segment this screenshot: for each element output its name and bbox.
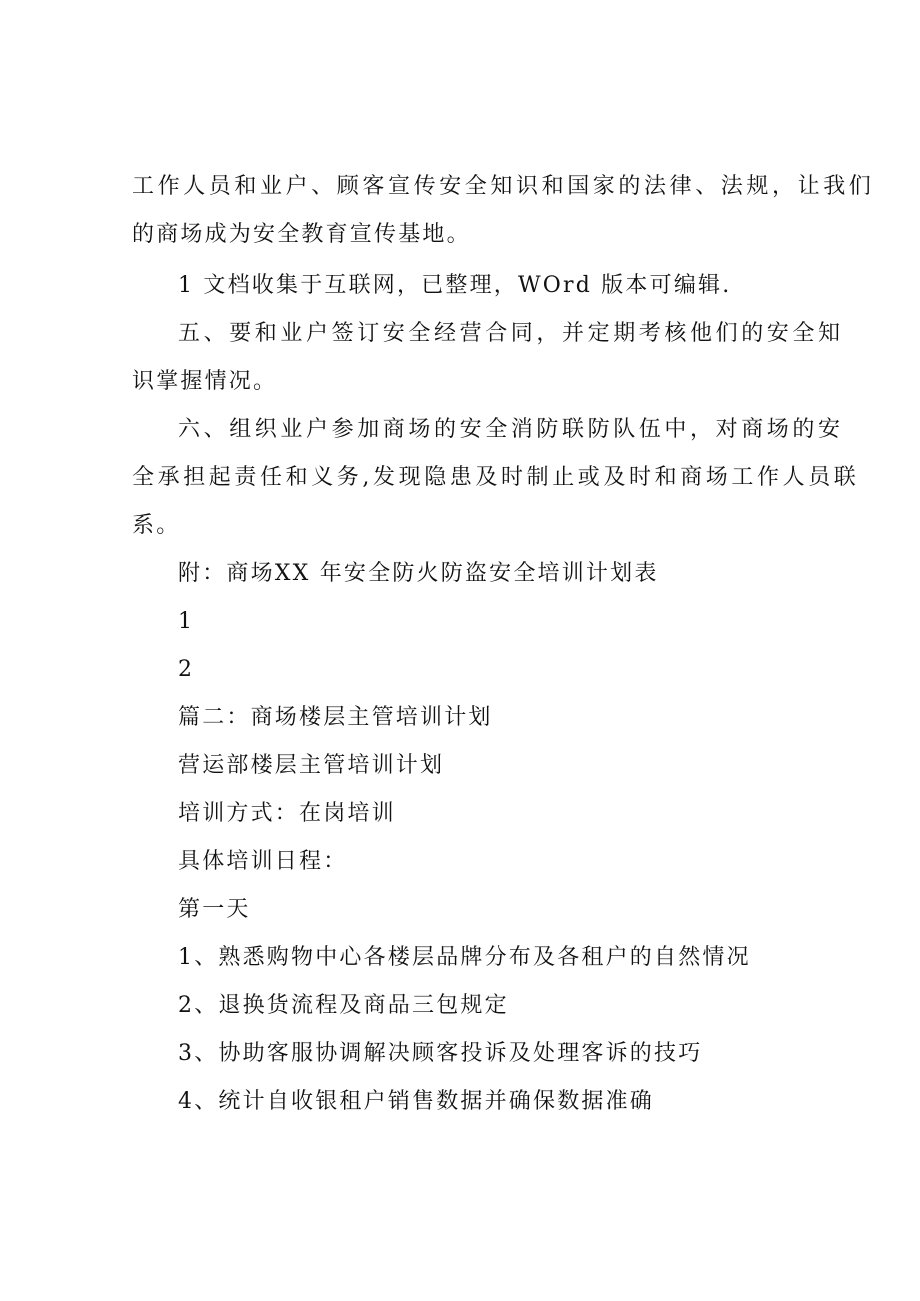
paragraph-6-line-3: 系。: [132, 513, 181, 538]
paragraph-5-line-2: 识掌握情况。: [132, 369, 278, 394]
training-method: 培训方式：在岗培训: [178, 801, 396, 826]
schedule-item-2: 2、退换货流程及商品三包规定: [178, 993, 509, 1018]
day-label: 第一天: [178, 897, 251, 922]
schedule-item-1: 1、熟悉购物中心各楼层品牌分布及各租户的自然情况: [178, 945, 751, 970]
schedule-item-3: 3、协助客服协调解决顾客投诉及处理客诉的技巧: [178, 1041, 703, 1066]
paragraph-6-line-1: 六、组织业户参加商场的安全消防联防队伍中，对商场的安: [178, 417, 844, 442]
paragraph-5-line-1: 五、要和业户签订安全经营合同，并定期考核他们的安全知: [178, 321, 844, 346]
list-number-2: 2: [178, 657, 195, 682]
schedule-item-4: 4、统计自收银租户销售数据并确保数据准确: [178, 1089, 654, 1114]
appendix-line: 附：商场XX 年安全防火防盗安全培训计划表: [178, 561, 659, 586]
paragraph-1-line-2: 的商场成为安全教育宣传基地。: [132, 222, 471, 247]
list-number-1: 1: [178, 609, 195, 634]
note-line: 1 文档收集于互联网，已整理，WOrd 版本可编辑.: [178, 273, 732, 298]
plan-title: 营运部楼层主管培训计划: [178, 753, 445, 778]
schedule-label: 具体培训日程：: [178, 849, 348, 874]
paragraph-1-line-1: 工作人员和业户、顾客宣传安全知识和国家的法律、法规，让我们: [132, 174, 875, 199]
section-title: 篇二：商场楼层主管培训计划: [178, 705, 493, 730]
paragraph-6-line-2: 全承担起责任和义务,发现隐患及时制止或及时和商场工作人员联: [132, 465, 860, 490]
